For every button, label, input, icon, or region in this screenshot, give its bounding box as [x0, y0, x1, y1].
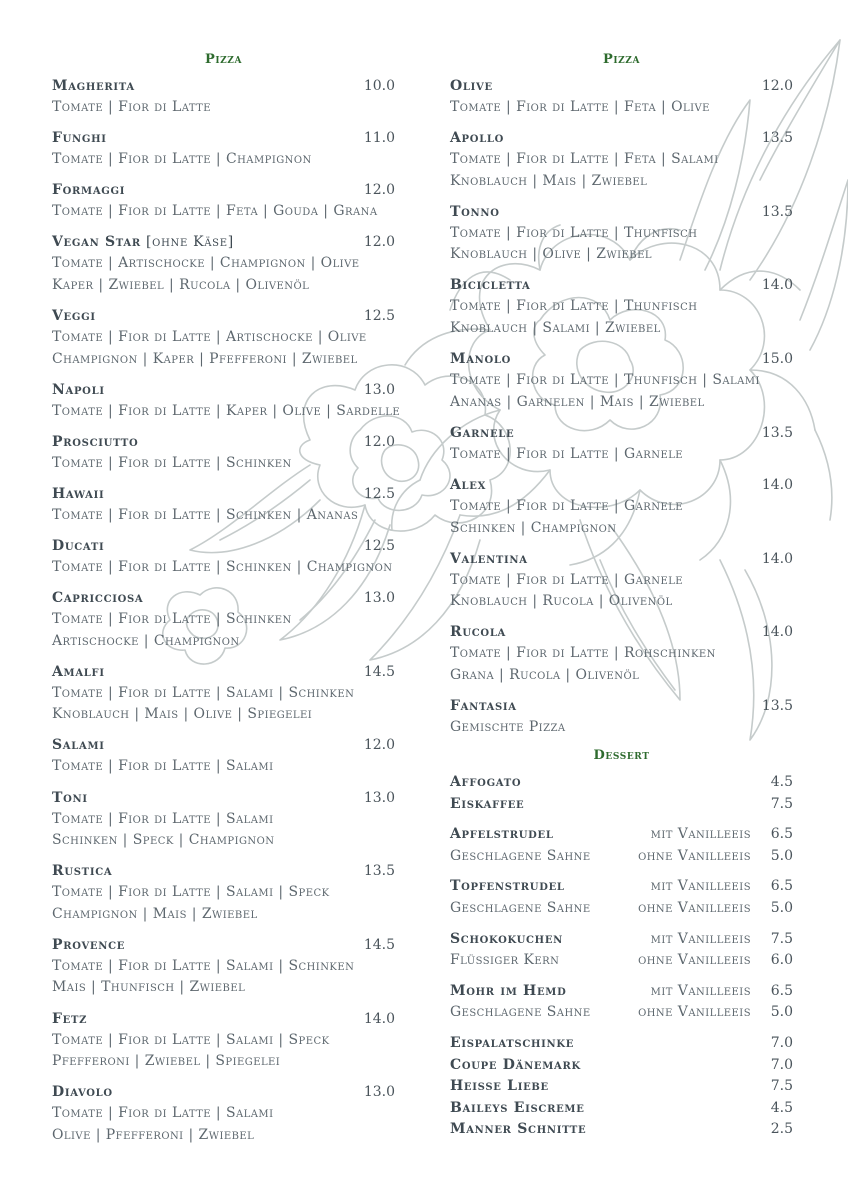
- dessert-price: 6.5: [770, 878, 793, 895]
- menu-item: [52, 306, 395, 370]
- item-name-text: Fantasia: [450, 698, 517, 714]
- item-name-text: Toni: [52, 789, 88, 806]
- item-name: [450, 475, 793, 496]
- item-name-text: Funghi: [52, 130, 107, 147]
- dessert-name: Topfenstrudel: [450, 878, 565, 895]
- item-ingredients: Tomate | Fior di Latte | Garnele: [450, 497, 684, 514]
- item-name: [52, 306, 395, 327]
- item-name-text: Vegan Star: [52, 234, 141, 251]
- dessert-row: [450, 772, 793, 794]
- dessert-price: 6.5: [770, 826, 793, 843]
- item-ingredients: Tomate | Fior di Latte | Kaper | Olive | Sardelle: [52, 402, 401, 419]
- item-ingredients: Tomate | Fior di Latte | Artischocke | Olive: [52, 328, 367, 345]
- dessert-item: [450, 981, 793, 1024]
- dessert-option: ohne Vanilleeis: [638, 847, 751, 864]
- menu-item: [450, 423, 793, 466]
- item-ingredients: Knoblauch | Rucola | Olivenöl: [450, 593, 673, 610]
- dessert-option: mit Vanilleeis: [650, 826, 751, 843]
- item-name: [450, 349, 793, 370]
- item-ingredients: Tomate | Fior di Latte | Thunfisch | Salami: [450, 372, 760, 389]
- item-name-text: Napoli: [52, 381, 105, 398]
- dessert-option: mit Vanilleeis: [650, 982, 751, 999]
- item-name: [450, 275, 793, 296]
- dessert-row: [450, 1076, 793, 1098]
- pizza-list-left: [52, 76, 401, 1146]
- item-name-text: Tonno: [450, 203, 500, 220]
- dessert-price: 7.0: [770, 1056, 793, 1073]
- item-name: [52, 484, 395, 505]
- item-ingredients: Tomate | Fior di Latte | Schinken | Champignon: [52, 558, 393, 575]
- item-name-text: Fetz: [52, 1010, 88, 1027]
- item-ingredients: Artischocke | Champignon: [52, 632, 240, 649]
- item-ingredients: Schinken | Champignon: [450, 519, 617, 536]
- menu-item: [450, 128, 793, 192]
- item-name-text: Bicicletta: [450, 277, 531, 294]
- item-ingredients: Tomate | Fior di Latte | Thunfisch: [450, 224, 698, 241]
- dessert-price: 4.5: [770, 1099, 793, 1116]
- item-name-text: Provence: [52, 936, 126, 953]
- item-name: [52, 180, 395, 201]
- dessert-price: 7.5: [770, 930, 793, 947]
- item-ingredients: Tomate | Fior di Latte | Garnele: [450, 445, 684, 462]
- menu-item: [450, 202, 793, 266]
- dessert-name: Baileys Eiscreme: [450, 1099, 585, 1116]
- item-ingredients: Champignon | Mais | Zwiebel: [52, 905, 258, 922]
- dessert-row: [450, 950, 793, 972]
- menu-item: [52, 861, 395, 925]
- menu-item: [52, 432, 395, 475]
- item-price: 14.5: [363, 936, 395, 953]
- item-name-text: Capricciosa: [52, 590, 144, 607]
- item-name-text: Ducati: [52, 537, 105, 554]
- item-ingredients: Tomate | Fior di Latte | Champignon: [52, 151, 312, 168]
- item-name: [52, 76, 395, 97]
- item-name-text: Olive: [450, 78, 493, 94]
- dessert-name: Heisse Liebe: [450, 1078, 549, 1095]
- item-price: 11.0: [363, 130, 395, 147]
- item-ingredients: Kaper | Zwiebel | Rucola | Olivenöl: [52, 276, 310, 293]
- dessert-row: [450, 1033, 793, 1055]
- item-price: 12.0: [363, 234, 395, 251]
- dessert-name: Affogato: [450, 774, 522, 791]
- item-name: [450, 202, 793, 223]
- dessert-price: 5.0: [770, 900, 793, 917]
- section-title-pizza: Pizza: [204, 52, 243, 67]
- item-name: [52, 861, 395, 882]
- dessert-row: [450, 929, 793, 951]
- item-ingredients: Tomate | Artischocke | Champignon | Olive: [52, 255, 360, 272]
- item-price: 13.0: [363, 1084, 395, 1101]
- item-ingredients: Schinken | Speck | Champignon: [52, 832, 275, 849]
- item-name: [52, 788, 395, 809]
- dessert-item: [450, 824, 793, 867]
- item-price: 15.0: [761, 351, 793, 368]
- dessert-option: ohne Vanilleeis: [638, 1004, 751, 1021]
- dessert-row: [450, 846, 793, 868]
- item-price: 12.5: [363, 485, 395, 502]
- item-name-text: Formaggi: [52, 182, 126, 199]
- item-price: 10.0: [363, 78, 395, 94]
- item-price: 13.0: [363, 789, 395, 806]
- item-price: 12.0: [363, 433, 395, 450]
- dessert-option: ohne Vanilleeis: [638, 952, 751, 969]
- item-ingredients: Gemischte Pizza: [450, 719, 566, 735]
- item-ingredients: Mais | Thunfisch | Zwiebel: [52, 979, 246, 996]
- item-price: 13.5: [761, 130, 793, 147]
- item-ingredients: Tomate | Fior di Latte | Salami | Schinken: [52, 957, 355, 974]
- dessert-row: [450, 1119, 793, 1141]
- item-ingredients: Pfefferoni | Zwiebel | Spiegelei: [52, 1053, 281, 1070]
- menu-item: [450, 622, 793, 686]
- item-name: [52, 935, 395, 956]
- item-price: 12.5: [363, 537, 395, 554]
- item-name: [450, 696, 793, 717]
- item-name-text: Salami: [52, 737, 105, 754]
- item-name-text: Veggi: [52, 307, 96, 324]
- item-ingredients: Ananas | Garnelen | Mais | Zwiebel: [450, 393, 705, 410]
- menu-item: [52, 662, 395, 726]
- dessert-row: [450, 1002, 793, 1024]
- dessert-price: 4.5: [770, 774, 793, 791]
- item-ingredients: Tomate | Fior di Latte | Garnele: [450, 571, 684, 588]
- menu-item: [52, 536, 395, 579]
- dessert-item: [450, 929, 793, 972]
- dessert-price: 6.0: [770, 952, 793, 969]
- dessert-row: [450, 824, 793, 846]
- dessert-name: Manner Schnitte: [450, 1121, 587, 1138]
- dessert-description: Geschlagene Sahne: [450, 900, 591, 917]
- item-price: 12.0: [363, 737, 395, 754]
- item-ingredients: Tomate | Fior di Latte | Salami: [52, 810, 274, 827]
- menu-item: [52, 788, 395, 852]
- item-price: 14.0: [761, 277, 793, 294]
- dessert-name: Eispalatschinke: [450, 1035, 575, 1052]
- menu-column-left: [52, 52, 401, 1156]
- item-ingredients: Tomate | Fior di Latte | Schinken | Ananas: [52, 506, 359, 523]
- menu-item: [52, 484, 395, 527]
- dessert-name: Schokokuchen: [450, 930, 563, 947]
- dessert-price: 6.5: [770, 982, 793, 999]
- menu-item: [450, 696, 793, 739]
- dessert-item: [450, 1033, 793, 1141]
- item-ingredients: Tomate | Fior di Latte | Thunfisch: [450, 298, 698, 315]
- item-ingredients: Tomate | Fior di Latte | Rohschinken: [450, 645, 716, 662]
- menu-item: [52, 935, 395, 999]
- item-name: [52, 536, 395, 557]
- item-price: 14.0: [761, 550, 793, 567]
- item-name-text: Amalfi: [52, 663, 105, 680]
- dessert-option: mit Vanilleeis: [650, 930, 751, 947]
- item-ingredients: Olive | Pfefferoni | Zwiebel: [52, 1126, 255, 1143]
- section-title-pizza-2: Pizza: [602, 52, 641, 67]
- menu-item: [52, 380, 401, 423]
- dessert-row: [450, 876, 793, 898]
- dessert-option: mit Vanilleeis: [650, 878, 751, 895]
- item-name-text: Prosciutto: [52, 433, 139, 450]
- menu-item: [450, 475, 793, 539]
- item-name-text: Alex: [450, 476, 487, 493]
- item-ingredients: Knoblauch | Salami | Zwiebel: [450, 320, 661, 337]
- item-ingredients: Tomate | Fior di Latte | Schinken: [52, 454, 292, 471]
- item-name-note: [ohne Käse]: [140, 234, 234, 251]
- item-name: [450, 622, 793, 643]
- menu-item: [450, 349, 793, 413]
- menu-item: [52, 735, 395, 778]
- item-ingredients: Tomate | Fior di Latte | Salami | Speck: [52, 884, 330, 901]
- dessert-description: Geschlagene Sahne: [450, 847, 591, 864]
- menu-item: [52, 76, 395, 119]
- item-price: 14.0: [363, 1010, 395, 1027]
- item-price: 14.5: [363, 663, 395, 680]
- item-price: 13.5: [761, 203, 793, 220]
- dessert-row: [450, 1055, 793, 1077]
- item-ingredients: Tomate | Fior di Latte | Feta | Olive: [450, 99, 710, 115]
- item-name: [52, 662, 395, 683]
- item-ingredients: Knoblauch | Olive | Zwiebel: [450, 246, 652, 263]
- item-name-text: Diavolo: [52, 1084, 113, 1101]
- item-ingredients: Knoblauch | Mais | Olive | Spiegelei: [52, 706, 313, 723]
- item-ingredients: Tomate | Fior di Latte | Salami: [52, 1105, 274, 1122]
- section-title-dessert: Dessert: [593, 748, 650, 764]
- item-name: [52, 1082, 395, 1103]
- item-name-text: Garnele: [450, 424, 515, 441]
- dessert-name: Apfelstrudel: [450, 826, 554, 843]
- item-name-text: Manolo: [450, 351, 512, 368]
- menu-item: [450, 275, 793, 339]
- item-name: [52, 588, 395, 609]
- item-ingredients: Tomate | Fior di Latte | Feta | Gouda | Grana: [52, 203, 378, 220]
- dessert-price: 7.5: [770, 795, 793, 812]
- item-ingredients: Champignon | Kaper | Pfefferoni | Zwiebel: [52, 350, 358, 367]
- item-ingredients: Knoblauch | Mais | Zwiebel: [450, 172, 648, 189]
- item-price: 13.0: [363, 381, 395, 398]
- item-price: 13.0: [363, 590, 395, 607]
- dessert-price: 5.0: [770, 1004, 793, 1021]
- dessert-item: [450, 876, 793, 919]
- menu-item: [52, 1082, 395, 1146]
- dessert-list: [450, 772, 793, 1141]
- item-price: 13.5: [761, 698, 793, 714]
- item-name: [52, 232, 395, 253]
- menu-item: [52, 128, 395, 171]
- item-price: 12.0: [363, 182, 395, 199]
- dessert-row: [450, 981, 793, 1003]
- item-name: [450, 549, 793, 570]
- dessert-price: 7.0: [770, 1035, 793, 1052]
- dessert-description: Flüssiger Kern: [450, 952, 560, 969]
- item-name: [52, 128, 395, 149]
- item-price: 12.0: [761, 78, 793, 94]
- item-price: 14.0: [761, 624, 793, 641]
- item-name-text: Rucola: [450, 624, 507, 641]
- dessert-name: Eiskaffee: [450, 795, 525, 812]
- dessert-row: [450, 898, 793, 920]
- item-name: [52, 380, 395, 401]
- item-name-text: Hawaii: [52, 485, 105, 502]
- pizza-list-right: [450, 76, 793, 739]
- item-name: [52, 432, 395, 453]
- dessert-name: Coupe Dänemark: [450, 1056, 581, 1073]
- item-ingredients: Grana | Rucola | Olivenöl: [450, 666, 640, 683]
- item-ingredients: Tomate | Fior di Latte | Salami | Speck: [52, 1031, 330, 1048]
- dessert-description: Geschlagene Sahne: [450, 1004, 591, 1021]
- dessert-row: [450, 794, 793, 816]
- dessert-item: [450, 772, 793, 815]
- menu-item: [52, 232, 395, 296]
- item-price: 14.0: [761, 476, 793, 493]
- item-ingredients: Tomate | Fior di Latte | Schinken: [52, 611, 292, 628]
- dessert-price: 2.5: [770, 1121, 793, 1138]
- item-name-text: Magherita: [52, 78, 135, 94]
- dessert-price: 7.5: [770, 1078, 793, 1095]
- item-name: [450, 128, 793, 149]
- item-name: [52, 735, 395, 756]
- menu-item: [52, 588, 395, 652]
- dessert-price: 5.0: [770, 847, 793, 864]
- item-name-text: Rustica: [52, 863, 113, 880]
- item-name: [450, 76, 793, 97]
- menu-item: [450, 76, 793, 119]
- item-price: 12.5: [363, 307, 395, 324]
- dessert-name: Mohr im Hemd: [450, 982, 567, 999]
- dessert-row: [450, 1098, 793, 1120]
- item-name: [52, 1009, 395, 1030]
- item-ingredients: Tomate | Fior di Latte | Salami: [52, 758, 274, 775]
- dessert-option: ohne Vanilleeis: [638, 900, 751, 917]
- item-price: 13.5: [761, 424, 793, 441]
- menu-column-right: [450, 52, 793, 1150]
- item-ingredients: Tomate | Fior di Latte | Salami | Schinken: [52, 684, 355, 701]
- item-ingredients: Tomate | Fior di Latte | Feta | Salami: [450, 151, 719, 168]
- menu-item: [450, 549, 793, 613]
- menu-item: [52, 180, 395, 223]
- item-price: 13.5: [363, 863, 395, 880]
- item-name-text: Apollo: [450, 130, 505, 147]
- item-ingredients: Tomate | Fior di Latte: [52, 99, 211, 115]
- item-name-text: Valentina: [450, 550, 528, 567]
- menu-item: [52, 1009, 395, 1073]
- item-name: [450, 423, 793, 444]
